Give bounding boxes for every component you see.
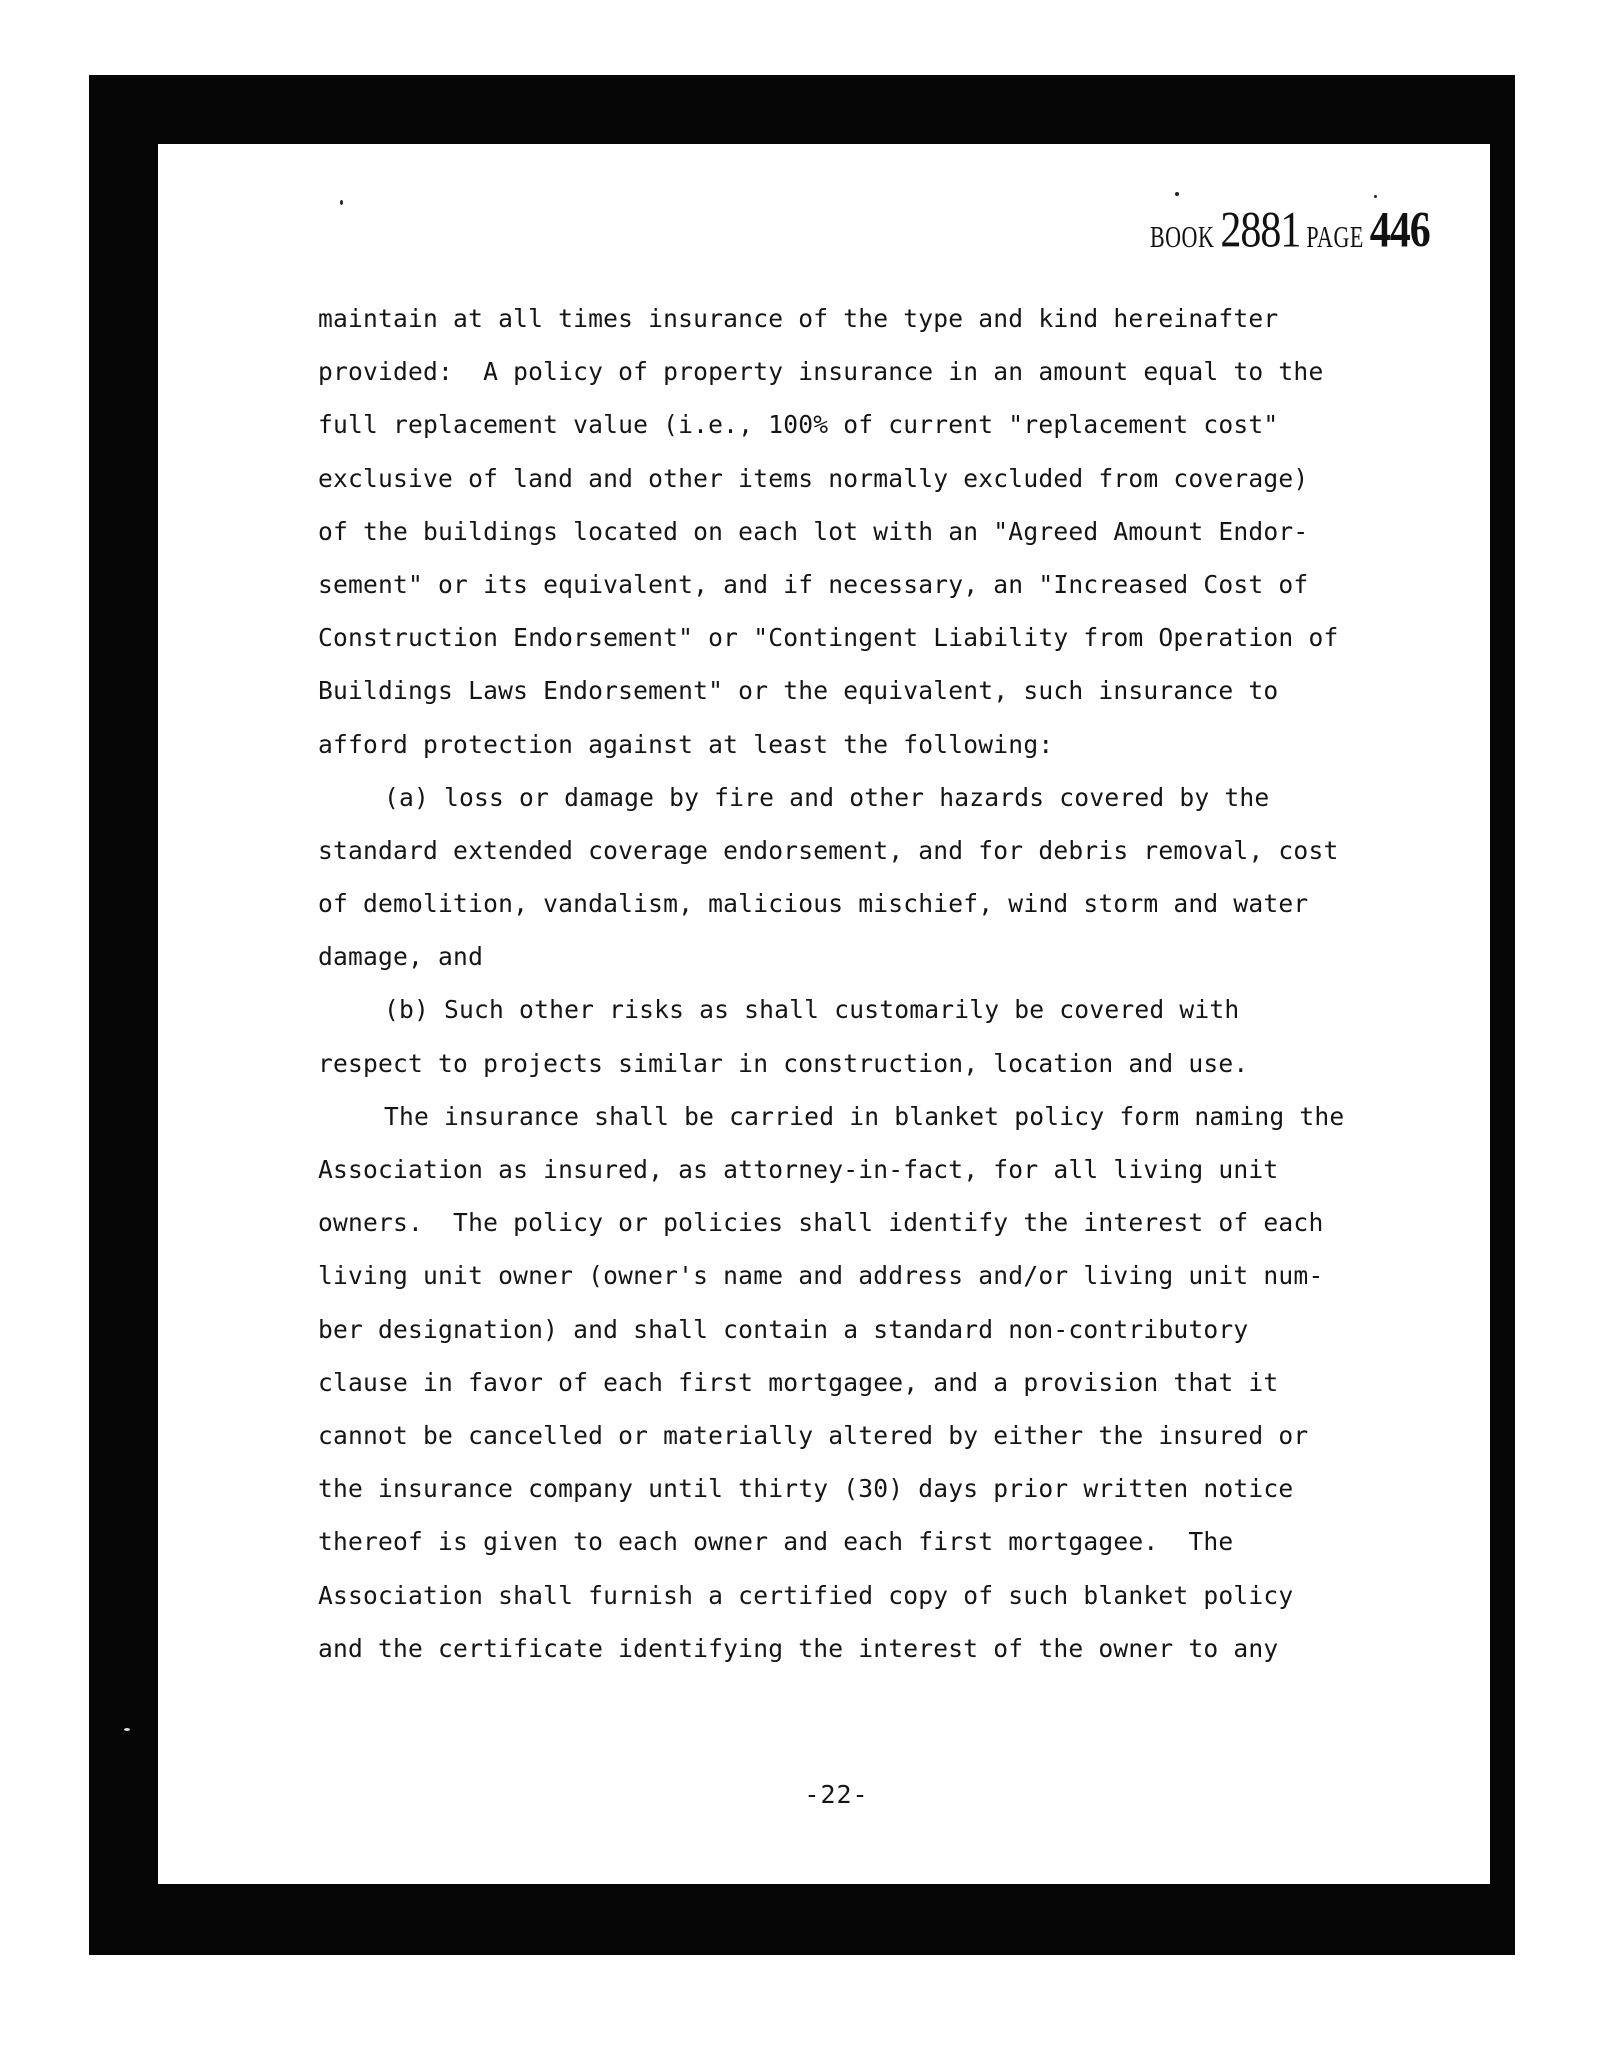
text-line: of the buildings located on each lot with an "Agreed Amount Endor-: [318, 516, 1309, 546]
text-line: provided: A policy of property insurance in an amount equal to the: [318, 357, 1324, 387]
scan-speck: [1175, 192, 1179, 196]
text-line: damage, and: [318, 942, 484, 972]
text-line: clause in favor of each first mortgagee, and a provision that it: [318, 1367, 1279, 1397]
text-line: standard extended coverage endorsement, and for debris removal, cost: [318, 835, 1339, 865]
text-line: (b) Such other risks as shall customarily be covered with: [384, 995, 1240, 1025]
text-line: Association shall furnish a certified copy of such blanket policy: [318, 1580, 1294, 1610]
text-line: (a) loss or damage by fire and other hazards covered by the: [384, 782, 1270, 812]
text-line: maintain at all times insurance of the type and kind hereinafter: [318, 304, 1279, 333]
text-line: ber designation) and shall contain a standard non-contributory: [318, 1314, 1249, 1344]
text-line: exclusive of land and other items normally excluded from coverage): [318, 463, 1309, 493]
book-label: BOOK: [1150, 218, 1215, 254]
scan-speck: [1374, 195, 1377, 198]
text-line: owners. The policy or policies shall identify the interest of each: [318, 1208, 1324, 1238]
text-line: Association as insured, as attorney-in-fact, for all living unit: [318, 1155, 1279, 1184]
text-line: thereof is given to each owner and each first mortgagee. The: [318, 1527, 1234, 1557]
book-number: 2881: [1220, 203, 1301, 259]
scan-speck: [124, 1728, 130, 1731]
text-line: and the certificate identifying the interest of the owner to any: [318, 1633, 1279, 1663]
book-page-reference: [1150, 203, 1430, 259]
text-line: Construction Endorsement" or "Contingent Liability from Operation of: [318, 623, 1339, 653]
page-number: -22-: [804, 1780, 869, 1809]
page-label: PAGE: [1306, 218, 1364, 254]
recorded-page-number: 446: [1369, 203, 1430, 259]
text-line: sement" or its equivalent, and if necessary, an "Increased Cost of: [318, 569, 1309, 599]
scan-speck: [340, 200, 343, 205]
text-line: respect to projects similar in construction, location and use.: [318, 1048, 1249, 1078]
text-line: of demolition, vandalism, malicious mischief, wind storm and water: [318, 889, 1309, 919]
text-line: living unit owner (owner's name and address and/or living unit num-: [318, 1261, 1324, 1291]
text-line: afford protection against at least the following:: [318, 729, 1054, 759]
body-text: [318, 292, 1418, 1675]
text-line: full replacement value (i.e., 100% of current "replacement cost": [318, 410, 1279, 440]
text-line: the insurance company until thirty (30) days prior written notice: [318, 1474, 1294, 1504]
text-line: The insurance shall be carried in blanket policy form naming the: [384, 1101, 1345, 1131]
text-line: cannot be cancelled or materially altered by either the insured or: [318, 1420, 1309, 1450]
text-line: Buildings Laws Endorsement" or the equivalent, such insurance to: [318, 676, 1279, 706]
